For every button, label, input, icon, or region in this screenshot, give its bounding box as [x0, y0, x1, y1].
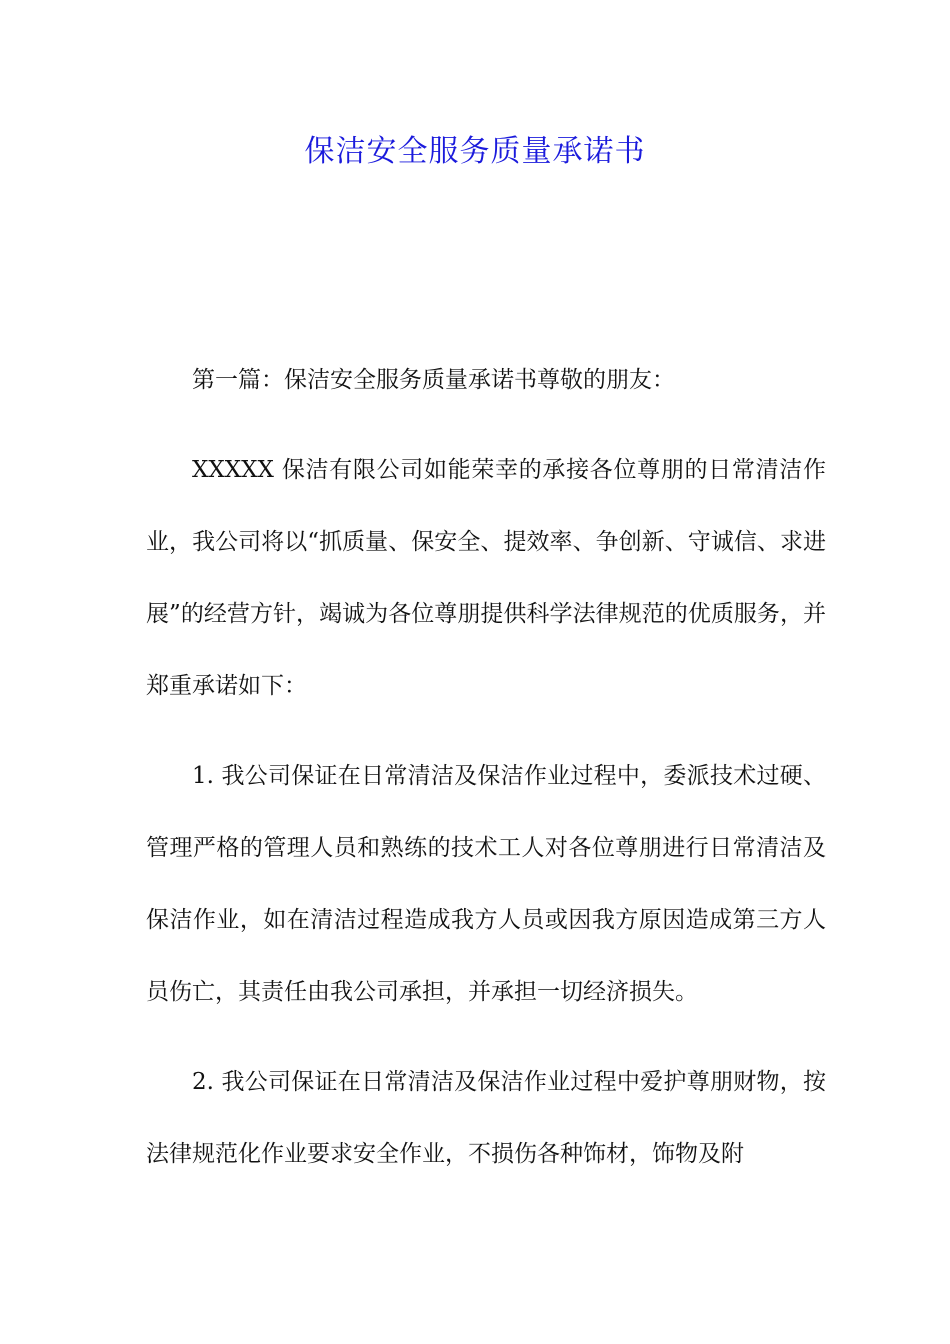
paragraph-item-1: 1. 我公司保证在日常清洁及保洁作业过程中，委派技术过硬、管理严格的管理人员和熟练的技术工人对各位尊朋进行日常清洁及保洁作业，如在清洁过程造成我方人员或因我方原因造成第三方人员伤亡，其责任由我公司承担，并承担一切经济损失。 — [146, 763, 826, 1005]
document-body — [146, 344, 826, 1226]
paragraph-item-2: 2. 我公司保证在日常清洁及保洁作业过程中爱护尊朋财物，按法律规范化作业要求安全作业，不损伤各种饰材，饰物及附 — [146, 1069, 826, 1167]
document-title: 保洁安全服务质量承诺书 — [304, 134, 646, 169]
paragraph-intro: XXXXX 保洁有限公司如能荣幸的承接各位尊朋的日常清洁作业，我公司将以“抓质量、保安全、提效率、争创新、守诚信、求进展”的经营方针，竭诚为各位尊朋提供科学法律规范的优质服务，并郑重承诺如下： — [146, 457, 826, 699]
paragraph-salutation: 第一篇：保洁安全服务质量承诺书尊敬的朋友： — [192, 367, 675, 393]
